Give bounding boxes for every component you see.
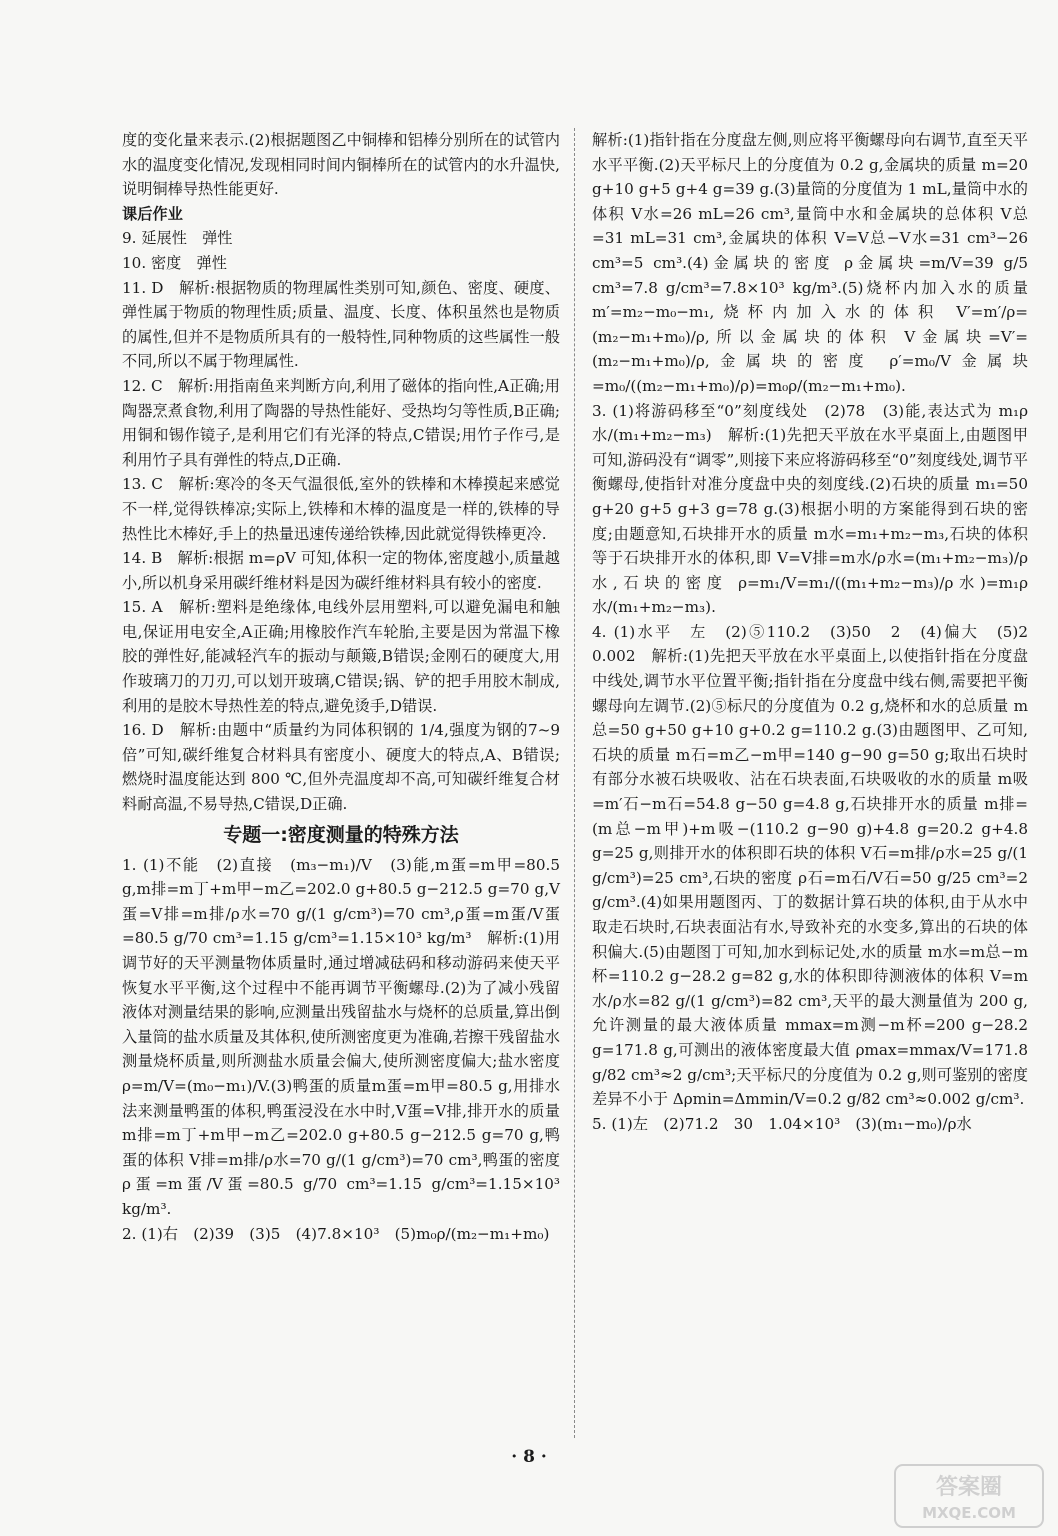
answer-item: 11. D 解析:根据物质的物理属性类别可知,颜色、密度、硬度、弹性属于物质的物理性质;质量、温度、长度、体积虽然也是物质的属性,但并不是物质所具有的一般特性,同种物质的这些属性一般不同,所以不属于物理属性. (122, 278, 560, 371)
page-number: · 8 · (511, 1447, 547, 1467)
answer-item: 16. D 解析:由题中“质量约为同体积钢的 1/4,强度为钢的7~9倍”可知,碳纤维复合材料具有密度小、硬度大的特点,A、B错误;燃烧时温度能达到 800 ℃,但外壳温度却不高,可知碳纤维复合材料耐高温,不易导热,C错误,D正确. (122, 721, 560, 814)
answer-item: 14. B 解析:根据 m=ρV 可知,体积一定的物体,密度越小,质量越小,所以机身采用碳纤维材料是因为碳纤维材料具有较小的密度. (122, 549, 560, 592)
watermark-logo (894, 1464, 1044, 1528)
answer-item: 12. C 解析:用指南鱼来判断方向,利用了磁体的指向性,A正确;用陶器烹煮食物,利用了陶器的导热性能好、受热均匀等性质,B正确;用铜和锡作镜子,是利用它们有光泽的特点,C错误;用竹子作弓,是利用竹子具有弹性的特点,D正确. (122, 376, 560, 469)
paragraph: 度的变化量来表示.(2)根据题图乙中铜棒和铝棒分别所在的试管内水的温度变化情况,发现相同时间内铜棒所在的试管内的水升温快,说明铜棒导热性能更好. (122, 131, 560, 199)
answer-item: 5. (1)左 (2)71.2 30 1.04×10³ (3)(m₁−m₀)/ρ水 (592, 1114, 972, 1133)
answer-item: 解析:(1)指针指在分度盘左侧,则应将平衡螺母向右调节,直至天平水平平衡.(2)天平标尺上的分度值为 0.2 g,金属块的质量 m=20 g+10 g+5 g+4 g=39 g.(3)量筒的分度值为 1 mL,量筒中水的体积 V水=26 mL=26 cm³,量筒中水和金属块的总体积 V总=31 mL=31 cm³,金属块的体积 V=V总−V水=31 cm³−26 cm³=5 cm³.(4)金属块的密度 ρ金属块=m/V=39 g/5 cm³=7.8 g/cm³=7.8×10³ kg/m³.(5)烧杯内加入水的质量m′=m₂−m₀−m₁,烧杯内加入水的体积 V′=m′/ρ=(m₂−m₁+m₀)/ρ,所以金属块的体积 V金属块=V′=(m₂−m₁+m₀)/ρ,金属块的密度 ρ′=m₀/V金属块=m₀/((m₂−m₁+m₀)/ρ)=m₀ρ/(m₂−m₁+m₀). (592, 131, 1028, 395)
answer-item: 2. (1)右 (2)39 (3)5 (4)7.8×10³ (5)m₀ρ/(m₂−m₁+m₀) (122, 1224, 550, 1243)
answer-item: 10. 密度 弹性 (122, 253, 227, 272)
column-divider (574, 128, 575, 1438)
left-column (122, 128, 560, 1246)
answer-item: 13. C 解析:寒冷的冬天气温很低,室外的铁棒和木棒摸起来感觉不一样,觉得铁棒凉;实际上,铁棒和木棒的温度是一样的,铁棒的导热性比木棒好,手上的热量迅速传递给铁棒,因此就觉得铁棒更冷. (122, 475, 560, 543)
watermark-text-2: MXQE.COM (922, 1504, 1016, 1522)
answer-item: 1. (1)不能 (2)直接 (m₃−m₁)/V (3)能,m蛋=m甲=80.5 g,m排=m丁+m甲−m乙=202.0 g+80.5 g−212.5 g=70 g,V蛋=V排=m排/ρ水=70 g/(1 g/cm³)=70 cm³,ρ蛋=m蛋/V蛋=80.5 g/70 cm³=1.15 g/cm³=1.15×10³ kg/m³ 解析:(1)用调节好的天平测量物体质量时,通过增减砝码和移动游码来使天平恢复水平平衡,这个过程中不能再调节平衡螺母.(2)为了减小残留液体对测量结果的影响,应测量出残留盐水与烧杯的总质量,算出倒入量筒的盐水质量及其体积,使所测密度更为准确,若擦干残留盐水测量烧杯质量,则所测盐水质量会偏大,使所测密度偏大;盐水密度 ρ=m/V=(m₀−m₁)/V.(3)鸭蛋的质量m蛋=m甲=80.5 g,用排水法来测量鸭蛋的体积,鸭蛋浸没在水中时,V蛋=V排,排开水的质量 m排=m丁+m甲−m乙=202.0 g+80.5 g−212.5 g=70 g,鸭蛋的体积 V排=m排/ρ水=70 g/(1 g/cm³)=70 cm³,鸭蛋的密度 ρ蛋=m蛋/V蛋=80.5 g/70 cm³=1.15 g/cm³=1.15×10³ kg/m³. (122, 855, 560, 1218)
watermark-text-1: 答案圈 (935, 1475, 1003, 1500)
answer-item: 4. (1)水平 左 (2)⑤110.2 (3)50 2 (4)偏大 (5)2 0.002 解析:(1)先把天平放在水平桌面上,以使指针指在分度盘中线处,调节水平位置平衡;指针指在分度盘中线右侧,需要把平衡螺母向左调节.(2)⑤标尺的分度值为 0.2 g,烧杯和水的总质量 m总=50 g+50 g+10 g+0.2 g=110.2 g.(3)由题图甲、乙可知,石块的质量 m石=m乙−m甲=140 g−90 g=50 g;取出石块时有部分水被石块吸收、沾在石块表面,石块吸收的水的质量 m吸=m′石−m石=54.8 g−50 g=4.8 g,石块排开水的质量 m排=(m总−m甲)+m吸−(110.2 g−90 g)+4.8 g=20.2 g+4.8 g=25 g,则排开水的体积即石块的体积 V石=m排/ρ水=25 g/(1 g/cm³)=25 cm³,石块的密度 ρ石=m石/V石=50 g/25 cm³=2 g/cm³.(4)如果用题图丙、丁的数据计算石块的体积,由于从水中取走石块时,石块表面沾有水,导致补充的水变多,算出的石块的体积偏大.(5)由题图丁可知,加水到标记处,水的质量 m水=m总−m杯=110.2 g−28.2 g=82 g,水的体积即待测液体的体积 V=m水/ρ水=82 g/(1 g/cm³)=82 cm³,天平的最大测量值为 200 g,允许测量的最大液体质量 mmax=m测−m杯=200 g−28.2 g=171.8 g,可测出的液体密度最大值 ρmax=mmax/V=171.8 g/82 cm³≈2 g/cm³;天平标尺的分度值为 0.2 g,则可鉴别的密度差异不小于 Δρmin=Δmmin/V=0.2 g/82 cm³≈0.002 g/cm³. (592, 622, 1044, 1109)
right-column (592, 128, 1044, 1136)
section-title: 专题一:密度测量的特殊方法 (223, 823, 459, 846)
answer-item: 9. 延展性 弹性 (122, 229, 233, 248)
answer-item: 15. A 解析:塑料是绝缘体,电线外层用塑料,可以避免漏电和触电,保证用电安全,A正确;用橡胶作汽车轮胎,主要是因为常温下橡胶的弹性好,能减轻汽车的振动与颠簸,B错误;金刚石的硬度大,用作玻璃刀的刀刃,可以划开玻璃,C错误;锅、铲的把手用胶木制成,利用的是胶木导热性差的特点,避免烫手,D错误. (122, 598, 560, 715)
section-heading: 课后作业 (122, 204, 183, 223)
answer-item: 3. (1)将游码移至“0”刻度线处 (2)78 (3)能,表达式为 m₁ρ水/(m₁+m₂−m₃) 解析:(1)先把天平放在水平桌面上,由题图甲可知,游码没有“调零”,则接下来应将游码移至“0”刻度线处,调节平衡螺母,使指针对准分度盘中央的刻度线.(2)石块的质量 m₁=50 g+20 g+5 g+3 g=78 g.(3)根据小明的方案能得到石块的密度;由题意知,石块排开水的质量 m水=m₁+m₂−m₃,石块的体积等于石块排开水的体积,即 V=V排=m水/ρ水=(m₁+m₂−m₃)/ρ水,石块的密度 ρ=m₁/V=m₁/((m₁+m₂−m₃)/ρ水)=m₁ρ水/(m₁+m₂−m₃). (592, 401, 1028, 617)
